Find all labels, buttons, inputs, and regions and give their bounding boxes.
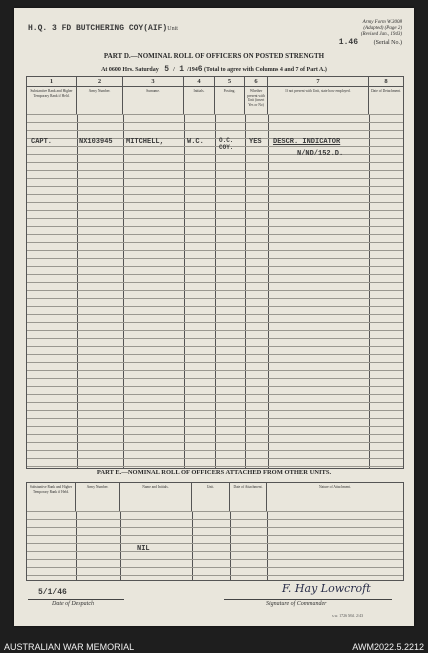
ruled-line — [27, 370, 403, 371]
column-divider — [77, 114, 78, 469]
unit-suffix: Unit — [167, 26, 178, 32]
col-num: 1 — [27, 77, 77, 86]
print-code: s.w. 1726 Mil. 2/43 — [332, 613, 364, 618]
ruled-line — [27, 418, 403, 419]
officer-surname: MITCHELL, — [126, 138, 164, 146]
part-e-title: PART E.—NOMINAL ROLL OF OFFICERS ATTACHED FROM OTHER UNITS. — [96, 469, 332, 476]
ruled-line — [27, 234, 403, 235]
ruled-line — [27, 559, 403, 560]
ruled-line — [27, 362, 403, 363]
ruled-line — [27, 282, 403, 283]
col-header: Initials. — [184, 86, 215, 114]
ruled-line — [27, 306, 403, 307]
officer-employed-ref: N/ND/152.D. — [297, 150, 344, 158]
ruled-line — [27, 258, 403, 259]
date-year-prefix: /194 — [187, 67, 198, 73]
ruled-line — [27, 242, 403, 243]
ruled-line — [27, 314, 403, 315]
ruled-line — [27, 535, 403, 536]
col-header: Surname. — [123, 86, 184, 114]
ruled-line — [27, 146, 403, 147]
col-num: 7 — [268, 77, 369, 86]
col-num: 2 — [77, 77, 123, 86]
ruled-line — [27, 378, 403, 379]
ruled-line — [27, 250, 403, 251]
col-header: If not present with Unit, state how employed. — [268, 86, 369, 114]
ruled-line — [27, 394, 403, 395]
footer-institution: AUSTRALIAN WAR MEMORIAL — [4, 642, 135, 652]
ruled-line — [27, 527, 403, 528]
commander-line — [224, 599, 392, 600]
column-divider — [76, 511, 77, 581]
column-divider — [184, 114, 185, 469]
ruled-line — [27, 114, 403, 115]
unit-value: H.Q. 3 FD BUTCHERING COY(AIF) — [28, 24, 168, 33]
ruled-line — [27, 511, 403, 512]
ruled-line — [27, 543, 403, 544]
commander-label: Signature of Commander — [266, 601, 327, 607]
ruled-line — [27, 426, 403, 427]
ruled-line — [27, 402, 403, 403]
ruled-line — [27, 186, 403, 187]
ruled-line — [27, 194, 403, 195]
ruled-line — [27, 386, 403, 387]
ruled-line — [27, 410, 403, 411]
officer-employed: DESCR. INDICATOR — [273, 138, 341, 146]
part-e-table — [26, 482, 404, 581]
column-divider — [230, 511, 231, 581]
unit-name — [28, 24, 178, 33]
ruled-line — [27, 551, 403, 552]
officer-initials: W.C. — [187, 138, 204, 146]
ruled-line — [27, 218, 403, 219]
ruled-line — [27, 346, 403, 347]
col-num: 4 — [184, 77, 215, 86]
column-divider — [245, 114, 246, 469]
ruled-line — [27, 274, 403, 275]
form-ref-line: (Revised Jan., 1943) — [360, 32, 402, 37]
ruled-line — [27, 130, 403, 131]
ruled-line — [27, 290, 403, 291]
ruled-line — [27, 178, 403, 179]
column-divider — [215, 114, 216, 469]
attached-entry: NIL — [137, 545, 150, 553]
col-num: 6 — [245, 77, 268, 86]
col-header: Unit. — [192, 483, 230, 511]
form-ref-line: (Adapted) (Page 2) — [363, 26, 402, 31]
col-header: Substantive Rank and Higher Temporary Rank if Held. — [27, 483, 76, 511]
ruled-line — [27, 450, 403, 451]
ruled-line — [27, 266, 403, 267]
ruled-line — [27, 122, 403, 123]
officer-army-number: NX103945 — [79, 138, 113, 146]
col-header: Army Number. — [76, 483, 120, 511]
ruled-line — [27, 442, 403, 443]
part-d-title: PART D.—NOMINAL ROLL OF OFFICERS ON POSTED STRENGTH — [103, 52, 325, 60]
form-page — [14, 8, 414, 626]
column-divider — [192, 511, 193, 581]
footer-accession: AWM2022.5.2212 — [352, 642, 424, 652]
officer-rank: CAPT. — [31, 138, 53, 146]
col-header: Nature of Attachment. — [318, 485, 352, 489]
despatch-label: Date of Despatch — [52, 601, 94, 607]
form-ref-line: Army Form W.3008 — [362, 20, 402, 25]
col-header: Whether present with Unit (insert Yes or No) — [245, 86, 268, 114]
col-num: 8 — [384, 78, 388, 85]
part-d-table — [26, 76, 404, 469]
date-month: 1 — [179, 65, 185, 74]
col-header: Name and Initials. — [120, 483, 192, 511]
date-day: 5 — [164, 65, 170, 74]
date-prefix: At 0600 Hrs. Saturday — [101, 67, 159, 73]
ruled-line — [27, 519, 403, 520]
ruled-line — [27, 298, 403, 299]
ruled-line — [27, 154, 403, 155]
form-reference — [361, 20, 402, 38]
column-divider — [267, 511, 268, 581]
col-header: Substantive Rank and Higher Temporary Rank if Held. — [27, 86, 77, 114]
column-divider — [120, 511, 121, 581]
ruled-line — [27, 170, 403, 171]
column-divider — [268, 114, 269, 469]
col-header: Date of Detachment. — [369, 86, 403, 114]
serial-number: 1.46 — [338, 38, 358, 47]
date-year-digit: 6 — [197, 65, 203, 74]
ruled-line — [27, 330, 403, 331]
ruled-line — [27, 567, 403, 568]
date-suffix: (Total to agree with Columns 4 and 7 of Part A.) — [204, 67, 327, 73]
col-num: 5 — [215, 77, 245, 86]
ruled-line — [27, 466, 403, 467]
ruled-line — [27, 458, 403, 459]
ruled-line — [27, 322, 403, 323]
col-header: Date of Attachment. — [230, 483, 267, 511]
date-line: At 0600 Hrs. Saturday 5 / 1 /1946 (Total to agree with Columns 4 and 7 of Part A.) — [101, 65, 327, 74]
col-num: 3 — [123, 77, 184, 86]
ruled-line — [27, 575, 403, 576]
ruled-line — [27, 210, 403, 211]
ruled-line — [27, 434, 403, 435]
officer-present: YES — [249, 138, 262, 146]
col-header: Army Number. — [77, 86, 123, 114]
col-header: Posting. — [215, 86, 245, 114]
ruled-line — [27, 226, 403, 227]
despatch-line — [28, 599, 124, 600]
ruled-line — [27, 354, 403, 355]
ruled-line — [27, 162, 403, 163]
despatch-date: 5/1/46 — [38, 588, 67, 597]
commander-signature: F. Hay Lowcroft — [282, 582, 371, 595]
ruled-line — [27, 338, 403, 339]
ruled-line — [27, 202, 403, 203]
officer-posting: O.C. COY. — [219, 137, 234, 151]
column-divider — [369, 114, 370, 469]
column-divider — [123, 114, 124, 469]
serial-label: (Serial No.) — [373, 40, 402, 46]
